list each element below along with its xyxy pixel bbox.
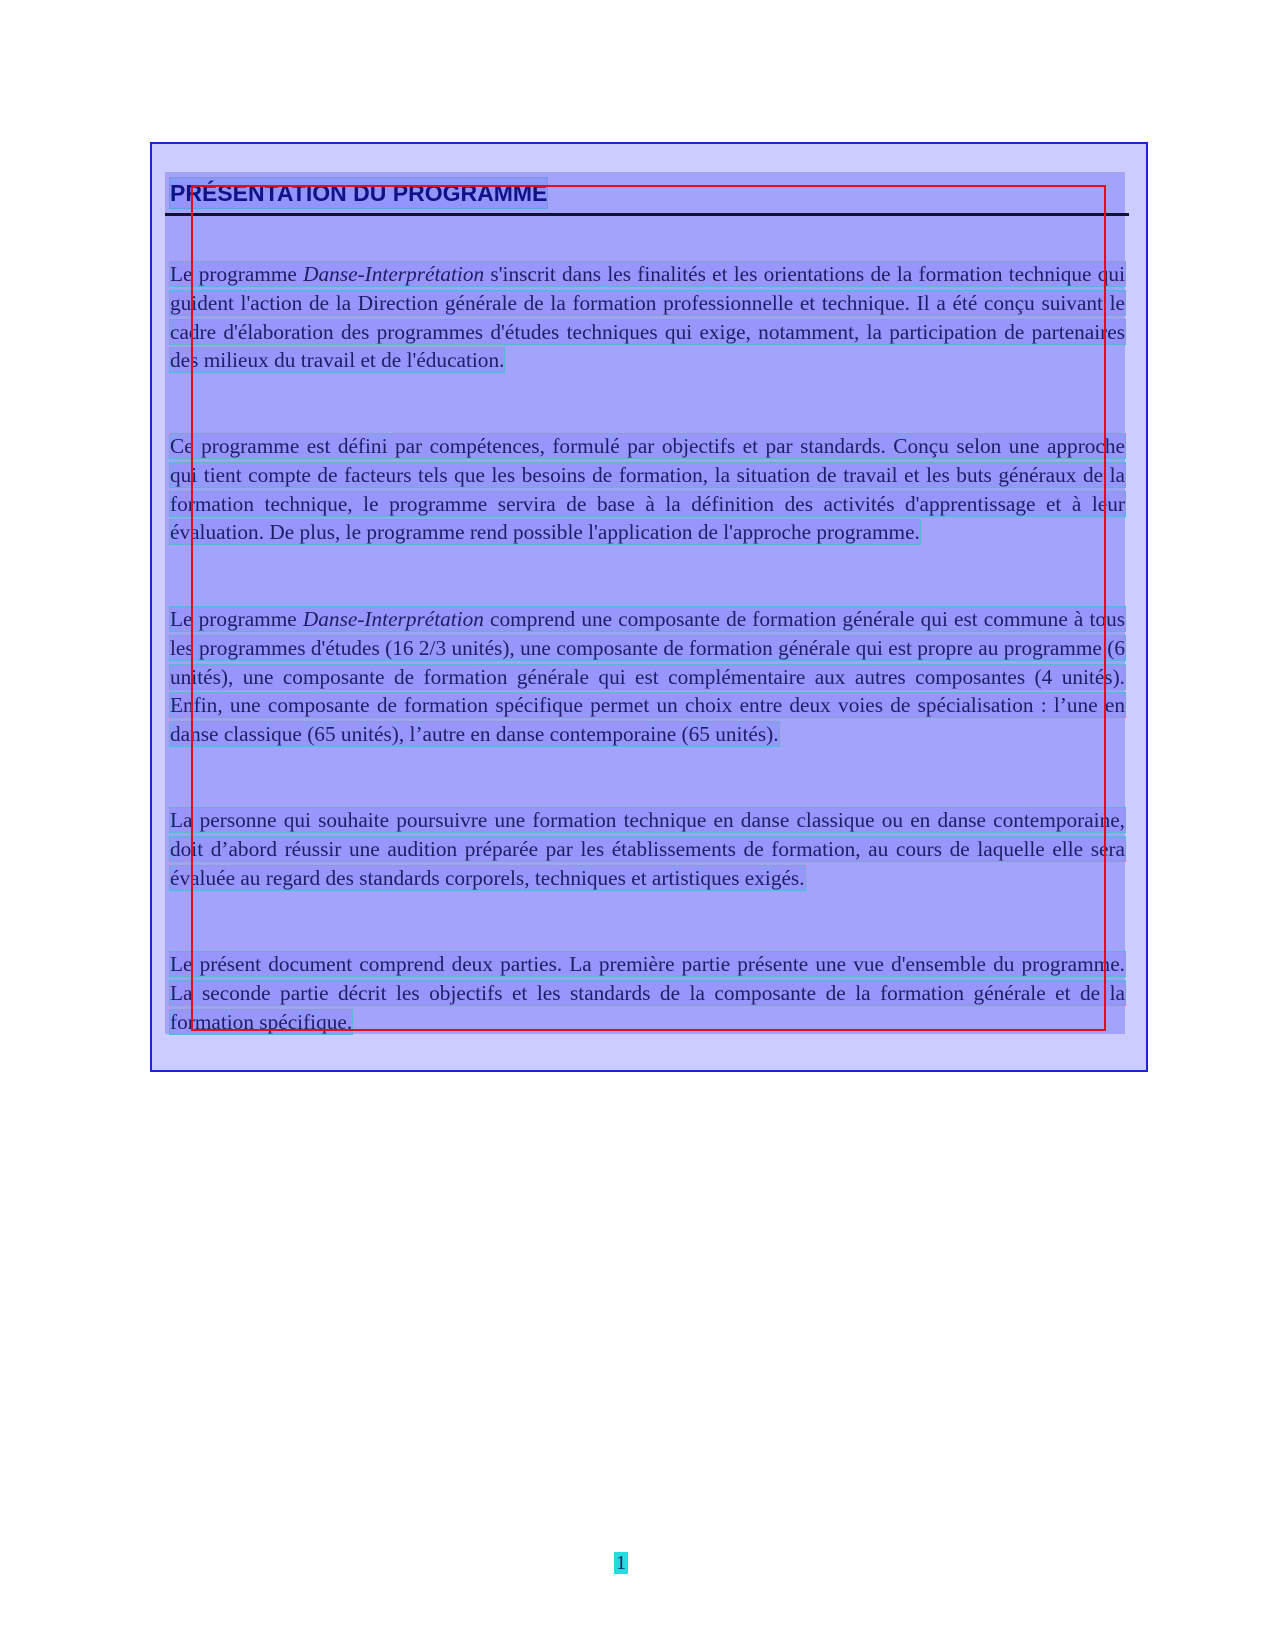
paragraph-intro: Le programme Danse-Interprétation s'inscrit dans les finalités et les orientations de la formation technique qui guident l'action de la Direction générale de la formation professionnelle et technique. Il a été conçu suivant le cadre d'élaboration des programmes d'études techniques qui exige, notamment, la participation de partenaires des milieux du travail et de l'éducation.: [170, 262, 1125, 373]
page-title: PRÉSENTATION DU PROGRAMME: [170, 180, 548, 206]
paragraph-audition: La personne qui souhaite poursuivre une formation technique en danse classique ou en danse contemporaine, doit d’abord réussir une audition préparée par les établissements de formation, au cours de laquelle elle sera évaluée au regard des standards corporels, techniques et artistiques exigés.: [170, 808, 1125, 890]
title-divider: [165, 213, 1129, 216]
paragraph-document-parts: Le présent document comprend deux parties. La première partie présente une vue d'ensemble du programme. La seconde partie décrit les objectifs et les standards de la composante de la formation générale et de la formation spécifique.: [170, 952, 1125, 1034]
paragraph-competences: Ce programme est défini par compétences, formulé par objectifs et par standards. Conçu selon une approche qui tient compte de facteurs tels que les besoins de formation, la situation de travail et les buts généraux de la formation technique, le programme servira de base à la définition des activités d'apprentissage et à leur évaluation. De plus, le programme rend possible l'application de l'approche programme.: [170, 434, 1125, 545]
paragraph-composantes: Le programme Danse-Interprétation comprend une composante de formation générale qui est commune à tous les programmes d'études (16 2/3 unités), une composante de formation générale qui est propre au programme (6 unités), une composante de formation générale qui est complémentaire aux autres composantes (4 unités). Enfin, une composante de formation spécifique permet un choix entre deux voies de spécialisation : l’une en danse classique (65 unités), l’autre en danse contemporaine (65 unités).: [170, 607, 1126, 746]
page-number: 1: [616, 1552, 626, 1574]
